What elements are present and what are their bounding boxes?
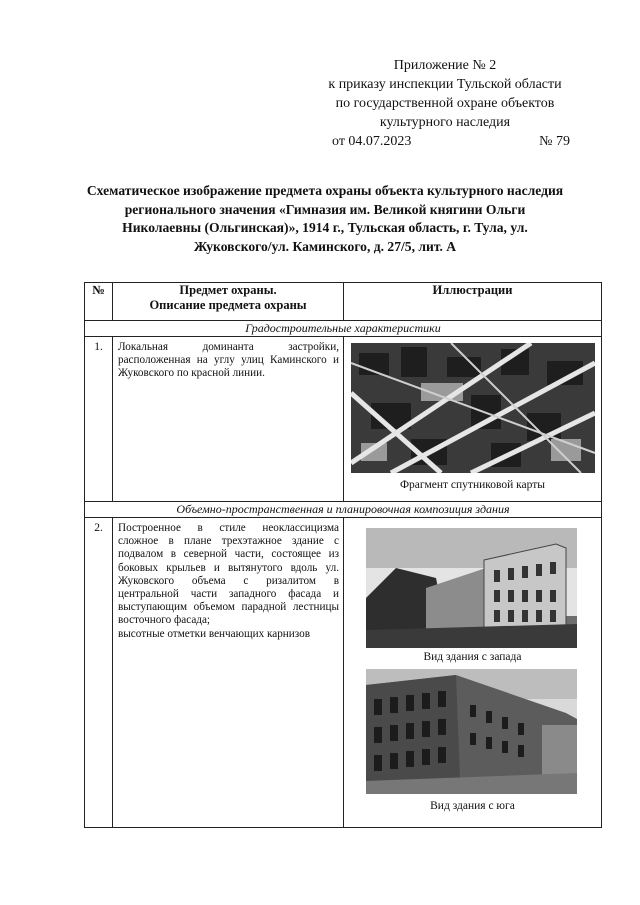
row-description: Локальная доминанта застройки, расположенная на углу улиц Каминского и Жуковского по красной линии. xyxy=(113,337,344,502)
row-description-continued: высотные отметки венчающих карнизов xyxy=(118,627,310,640)
section-title-composition: Объемно-пространственная и планировочная композиция здания xyxy=(85,502,602,518)
table-row xyxy=(85,337,602,502)
appendix-heritage-line: культурного наследия xyxy=(379,115,511,130)
row-description-cell xyxy=(113,518,344,828)
appendix-order-line: к приказу инспекции Тульской области xyxy=(328,77,562,92)
table-row xyxy=(85,518,602,828)
satellite-map-image xyxy=(351,343,595,473)
west-view-photo xyxy=(366,528,577,648)
appendix-title: Приложение № 2 xyxy=(393,58,497,73)
protection-subject-table xyxy=(84,282,602,828)
west-view-graphic xyxy=(366,528,577,648)
row-number: 2. xyxy=(85,518,113,828)
south-view-photo xyxy=(366,669,577,794)
illustration-cell xyxy=(344,337,602,502)
row-description: Построенное в стиле неоклассицизма сложное в плане трехэтажное здание с подвалом в северной части, состоящее из боковых крыльев и вытянутого вдоль ул. Жуковского объема с ризалитом в центральной части западного фасада и выступающим объемом парадной лестницы восточного фасада; xyxy=(118,522,339,627)
appendix-header xyxy=(300,56,590,151)
table-header-row xyxy=(85,283,602,321)
row-number: 1. xyxy=(85,337,113,502)
header-description xyxy=(113,283,344,321)
header-illustrations: Иллюстрации xyxy=(344,283,602,321)
section-row xyxy=(85,321,602,337)
header-description-line2: Описание предмета охраны xyxy=(149,298,307,312)
section-title-urban: Градостроительные характеристики xyxy=(85,321,602,337)
illustration-cell xyxy=(344,518,602,828)
document-title: Схематическое изображение предмета охраны объекта культурного наследия регионального значения «Гимназия им. Великой княгини Ольги Николаевны (Ольгинская)», 1914 г., Тульская область, г. Тула, ул. Жуковского/ул. Каминского, д. 27/5, лит. А xyxy=(86,183,564,254)
order-date: от 04.07.2023 xyxy=(332,134,412,149)
header-num: № xyxy=(85,283,113,321)
section-row xyxy=(85,502,602,518)
order-date-number xyxy=(300,132,590,151)
order-number: № 79 xyxy=(539,134,570,149)
header-description-line1: Предмет охраны. xyxy=(179,283,277,297)
caption-west-view: Вид здания с запада xyxy=(423,651,522,663)
caption-south-view: Вид здания с юга xyxy=(430,800,515,812)
caption-satellite: Фрагмент спутниковой карты xyxy=(399,479,546,491)
satellite-map-graphic xyxy=(351,343,595,473)
appendix-authority-line: по государственной охране объектов xyxy=(335,96,555,111)
south-view-graphic xyxy=(366,669,577,794)
